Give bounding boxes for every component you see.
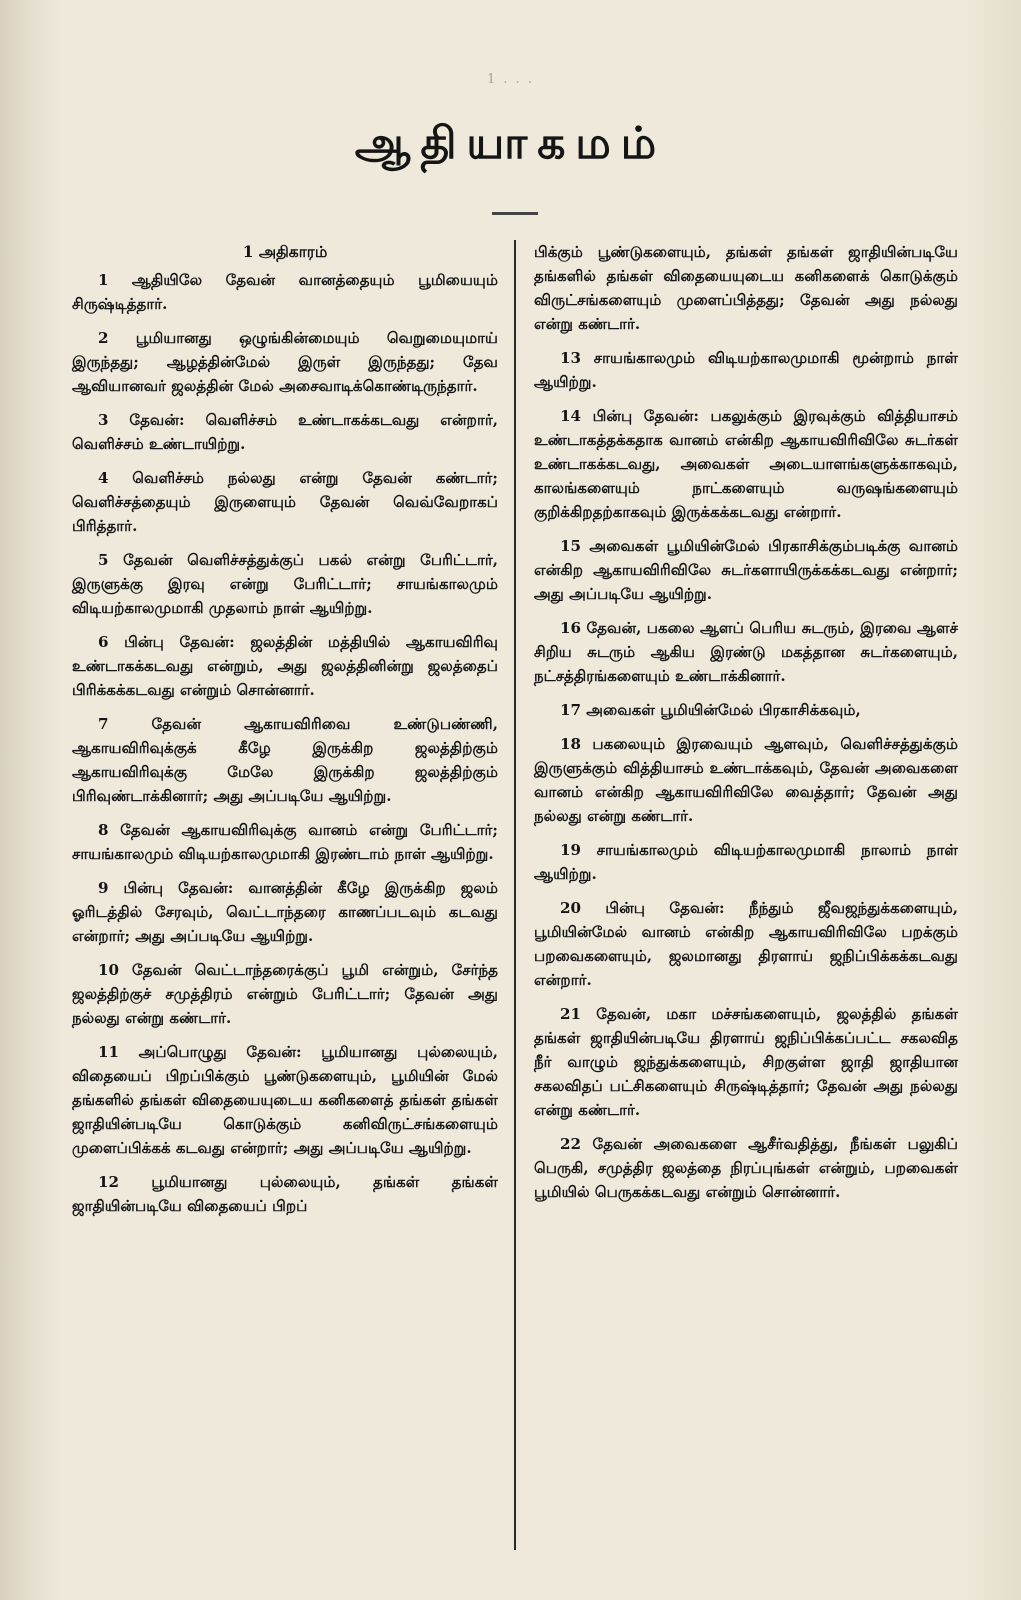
verse: 13 சாயங்காலமும் விடியற்காலமுமாகி மூன்றாம் நாள் ஆயிற்று. [534, 349, 958, 391]
verse: 21 தேவன், மகா மச்சங்களையும், ஜலத்தில் தங்கள் தங்கள் ஜாதியின்படியே திரளாய் ஜநிப்பிக்கப்பட்ட சகலவித நீர் வாழும் ஜந்துக்களையும், சிறகுள்ள ஜாதி ஜாதியான சகலவிதப் பட்சிகளையும் சிருஷ்டித்தார்; தேவன் அது நல்லது என்று கண்டார். [534, 1005, 958, 1119]
book-title: ஆதியாகமம் [354, 118, 667, 169]
verse: 7 தேவன் ஆகாயவிரிவை உண்டுபண்ணி, ஆகாயவிரிவுக்குக் கீழே இருக்கிற ஜலத்திற்கும் ஆகாயவிரிவுக்கு மேலே இருக்கிற ஜலத்திற்கும் பிரிவுண்டாக்கினார்; அது அப்படியே ஆயிற்று. [72, 715, 498, 805]
right-column [520, 240, 958, 1550]
verse: 2 பூமியானது ஒழுங்கின்மையும் வெறுமையுமாய் இருந்தது; ஆழத்தின்மேல் இருள் இருந்தது; தேவ ஆவியானவர் ஜலத்தின் மேல் அசைவாடிக்கொண்டிருந்தார். [72, 329, 498, 395]
title-ornament-rule [492, 212, 538, 215]
verse: 16 தேவன், பகலை ஆளப் பெரிய சுடரும், இரவை ஆளச் சிறிய சுடரும் ஆகிய இரண்டு மகத்தான சுடர்களையும், நட்சத்திரங்களையும் உண்டாக்கினார். [534, 619, 958, 685]
verse: 6 பின்பு தேவன்: ஜலத்தின் மத்தியில் ஆகாயவிரிவு உண்டாகக்கடவது என்றும், அது ஜலத்தினின்று ஜலத்தைப் பிரிக்கக்கடவது என்றும் சொன்னார். [72, 633, 498, 699]
verse: 9 பின்பு தேவன்: வானத்தின் கீழே இருக்கிற ஜலம் ஓரிடத்தில் சேரவும், வெட்டாந்தரை காணப்படவும் கடவது என்றார்; அது அப்படியே ஆயிற்று. [72, 879, 498, 945]
verse: 8 தேவன் ஆகாயவிரிவுக்கு வானம் என்று பேரிட்டார்; சாயங்காலமும் விடியற்காலமுமாகி இரண்டாம் நாள் ஆயிற்று. [72, 821, 498, 863]
verse: 4 வெளிச்சம் நல்லது என்று தேவன் கண்டார்; வெளிச்சத்தையும் இருளையும் தேவன் வெவ்வேறாகப் பிரித்தார். [72, 469, 498, 535]
verse: 11 அப்பொழுது தேவன்: பூமியானது புல்லையும், விதையைப் பிறப்பிக்கும் பூண்டுகளையும், பூமியின் மேல் தங்களில் தங்கள் விதையையுடைய கனிகளைத் தங்கள் தங்கள் ஜாதியின்படியே கொடுக்கும் கனிவிருட்சங்களையும் முளைப்பிக்கக் கடவது என்றார்; அது அப்படியே ஆயிற்று. [72, 1043, 498, 1157]
verse: 22 தேவன் அவைகளை ஆசீர்வதித்து, நீங்கள் பலுகிப் பெருகி, சமுத்திர ஜலத்தை நிரப்புங்கள் என்றும், பறவைகள் பூமியில் பெருகக்கடவது என்றும் சொன்னார். [534, 1135, 958, 1201]
verse: 15 அவைகள் பூமியின்மேல் பிரகாசிக்கும்படிக்கு வானம் என்கிற ஆகாயவிரிவிலே சுடர்களாயிருக்கக்கடவது என்றார்; அது அப்படியே ஆயிற்று. [534, 537, 958, 603]
two-column-text [72, 240, 980, 1550]
verse: 18 பகலையும் இரவையும் ஆளவும், வெளிச்சத்துக்கும் இருளுக்கும் வித்தியாசம் உண்டாக்கவும், தேவன் அவைகளை வானம் என்கிற ஆகாயவிரிவிலே வைத்தார்; தேவன் அது நல்லது என்று கண்டார். [534, 735, 958, 825]
column-divider [514, 240, 516, 1550]
verse: 20 பின்பு தேவன்: நீந்தும் ஜீவஜந்துக்களையும், பூமியின்மேல் வானம் என்கிற ஆகாயவிரிவிலே பறக்கும் பறவைகளையும், ஜலமானது திரளாய் ஜநிப்பிக்கக்கடவது என்றார். [534, 899, 958, 989]
verse: 1 ஆதியிலே தேவன் வானத்தையும் பூமியையும் சிருஷ்டித்தார். [72, 271, 498, 313]
verse: 17 அவைகள் பூமியின்மேல் பிரகாசிக்கவும், [560, 701, 861, 719]
verse-continuation: பிக்கும் பூண்டுகளையும், தங்கள் தங்கள் ஜாதியின்படியே தங்களில் தங்கள் விதையையுடைய கனிகளைக் கொடுக்கும் விருட்சங்களையும் முளைப்பித்தது; தேவன் அது நல்லது என்று கண்டார். [534, 243, 958, 333]
verse: 12 பூமியானது புல்லையும், தங்கள் தங்கள் ஜாதியின்படியே விதையைப் பிறப் [72, 1173, 498, 1215]
verse: 3 தேவன்: வெளிச்சம் உண்டாகக்கடவது என்றார், வெளிச்சம் உண்டாயிற்று. [72, 411, 498, 453]
verse: 10 தேவன் வெட்டாந்தரைக்குப் பூமி என்றும், சேர்ந்த ஜலத்திற்குச் சமுத்திரம் என்றும் பேரிட்டார்; தேவன் அது நல்லது என்று கண்டார். [72, 961, 498, 1027]
verse: 14 பின்பு தேவன்: பகலுக்கும் இரவுக்கும் வித்தியாசம் உண்டாகத்தக்கதாக வானம் என்கிற ஆகாயவிரிவிலே சுடர்கள் உண்டாகக்கடவது, அவைகள் அடையாளங்களுக்காகவும், காலங்களையும் நாட்களையும் வருஷங்களையும் குறிக்கிறதற்காகவும் இருக்கக்கடவது என்றார். [534, 407, 958, 521]
faint-running-header: 1 . . . [486, 72, 535, 87]
verse: 5 தேவன் வெளிச்சத்துக்குப் பகல் என்று பேரிட்டார், இருளுக்கு இரவு என்று பேரிட்டார்; சாயங்காலமும் விடியற்காலமுமாகி முதலாம் நாள் ஆயிற்று. [72, 551, 498, 617]
chapter-heading: 1 அதிகாரம் [242, 242, 328, 261]
left-column [72, 240, 510, 1550]
verse: 19 சாயங்காலமும் விடியற்காலமுமாகி நாலாம் நாள் ஆயிற்று. [534, 841, 958, 883]
